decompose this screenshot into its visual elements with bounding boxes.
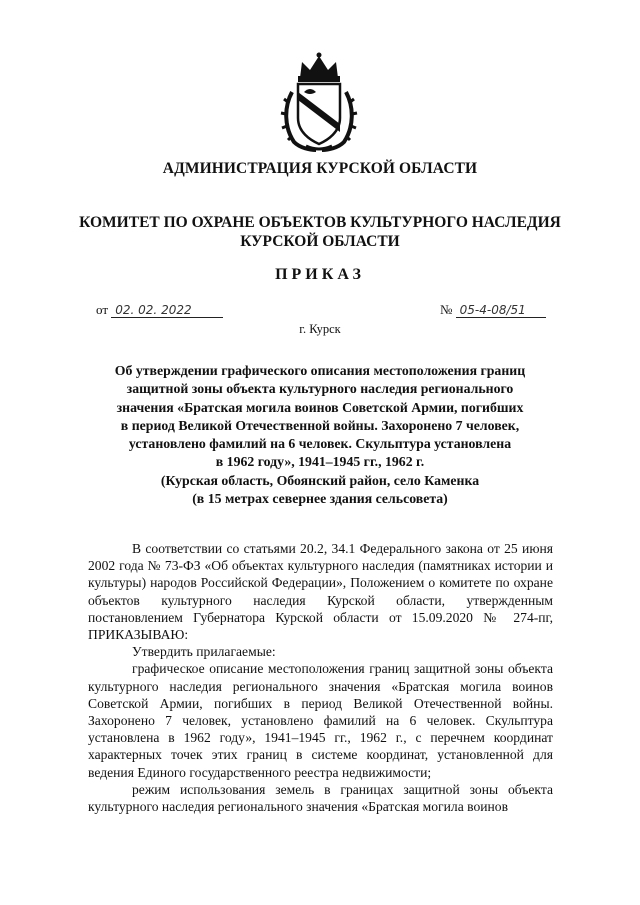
order-subject — [0, 362, 640, 508]
subject-line: (в 15 метрах севернее здания сельсовета) — [192, 491, 448, 507]
body-paragraph: графическое описание местоположения границ защитной зоны объекта культурного наследия регионального значения «Братская могила воинов Советской Армии, погибших в период Великой Отечественной войны. Захоронено 7 человек, установлено фамилий на 6 человек. Скульптура установлена в 1962 году», 1941–1945 гг., 1962 г., с перечнем координат характерных точек этих границ в системе координат, установленной для ведения Единого государственного реестра недвижимости; — [88, 661, 553, 780]
city-label: г. Курск — [299, 322, 341, 336]
administration-title: АДМИНИСТРАЦИЯ КУРСКОЙ ОБЛАСТИ — [162, 160, 478, 177]
subject-line: значения «Братская могила воинов Советской Армии, погибших — [116, 399, 524, 415]
body-paragraph: режим использования земель в границах защитной зоны объекта культурного наследия регионального значения «Братская могила воинов — [88, 781, 553, 815]
document-type: ПРИКАЗ — [275, 266, 365, 283]
body-paragraph: В соответствии со статьями 20.2, 34.1 Федерального закона от 25 июня 2002 года № 73-ФЗ «Об объектах культурного наследия (памятниках истории и культуры) народов Российской Федерации», Положением о комитете по охране объектов культурного наследия Курской области, утвержденным постановлением Губернатора Курской области от 15.09.2020 № 274-пг, ПРИКАЗЫВАЮ: — [88, 541, 553, 643]
handwritten-date: 02. 02. 2022 — [111, 303, 223, 318]
subject-line: защитной зоны объекта культурного наследия регионального — [126, 381, 514, 397]
subject-line: Об утверждении графического описания местоположения границ — [114, 363, 526, 378]
committee-title-line: КОМИТЕТ ПО ОХРАНЕ ОБЪЕКТОВ КУЛЬТУРНОГО НАСЛЕДИЯ — [79, 214, 561, 231]
body-paragraph: Утвердить прилагаемые: — [132, 644, 276, 660]
order-body — [88, 540, 553, 815]
number-prefix: № — [440, 302, 453, 317]
committee-title-line: КУРСКОЙ ОБЛАСТИ — [240, 233, 400, 250]
date-prefix: от — [96, 302, 109, 317]
committee-title — [0, 213, 640, 251]
subject-line: (Курская область, Обоянский район, село Каменка — [160, 472, 480, 488]
order-date — [96, 302, 223, 318]
subject-line: установлено фамилий на 6 человек. Скульптура установлена — [128, 436, 512, 452]
subject-line: в 1962 году», 1941–1945 гг., 1962 г. — [215, 454, 425, 470]
order-number — [440, 302, 546, 318]
handwritten-number: 05-4-08/51 — [456, 303, 546, 318]
kursk-coat-of-arms-icon — [280, 52, 358, 152]
subject-line: в период Великой Отечественной войны. Захоронено 7 человек, — [120, 417, 520, 433]
